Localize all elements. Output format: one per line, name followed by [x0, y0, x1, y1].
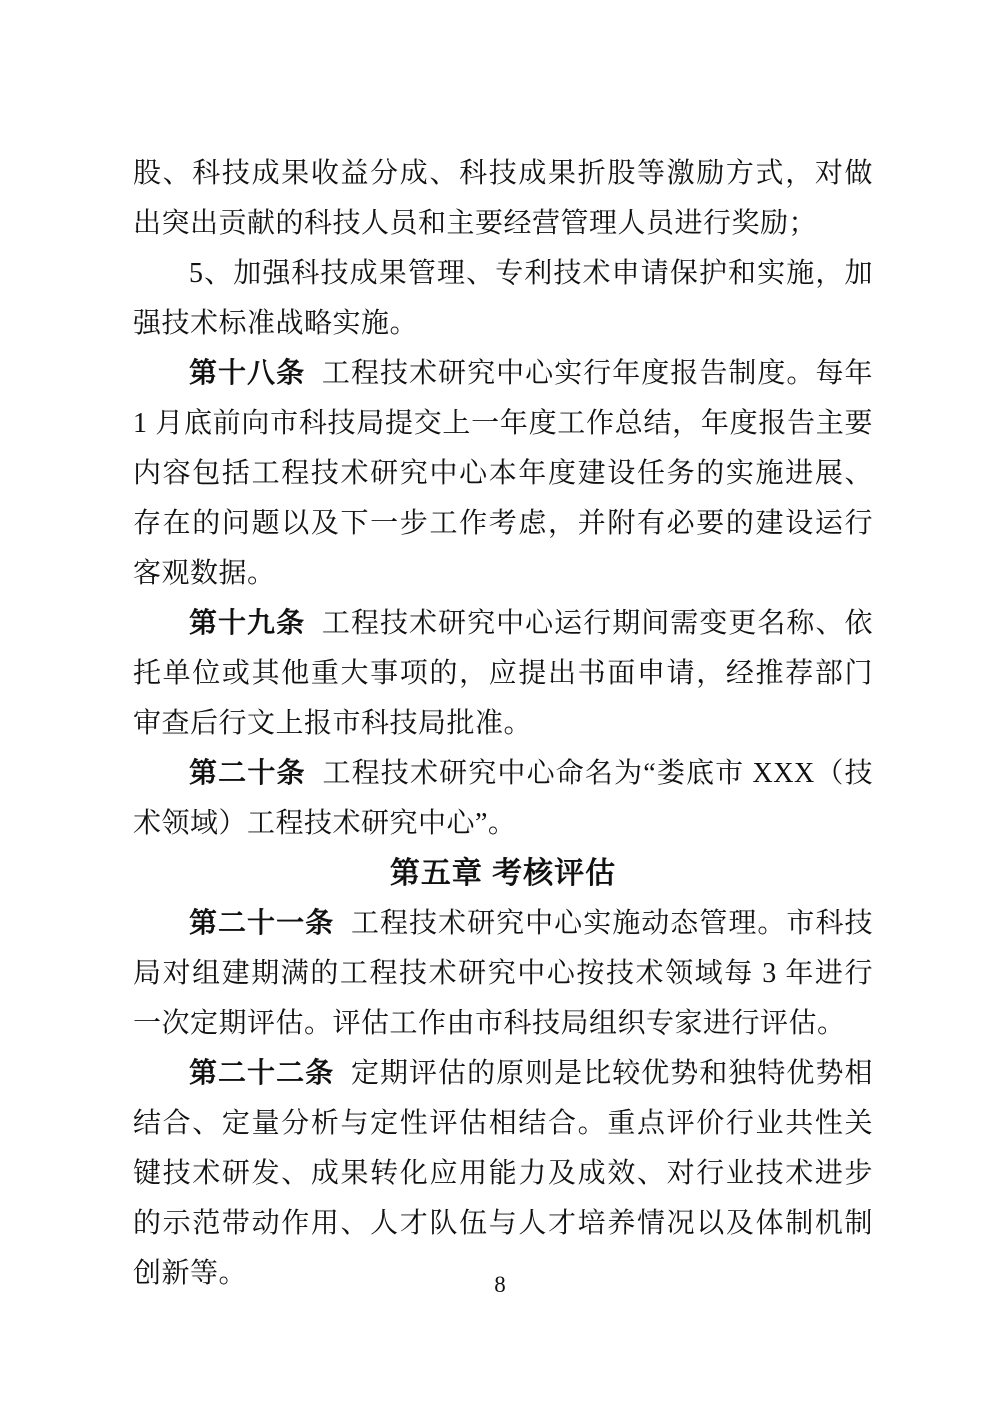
article-22 — [133, 1049, 873, 1299]
article-19-text: 工程技术研究中心运行期间需变更名称、依托单位或其他重大事项的，应提出书面申请，经推荐部门审查后行文上报市科技局批准。 — [133, 608, 873, 739]
article-18-label: 第十八条 — [189, 358, 306, 389]
article-21 — [133, 899, 873, 1049]
article-21-text: 工程技术研究中心实施动态管理。市科技局对组建期满的工程技术研究中心按技术领域每 3 年进行一次定期评估。评估工作由市科技局组织专家进行评估。 — [133, 908, 873, 1039]
page-number: 8 — [494, 1272, 506, 1297]
article-20-text: 工程技术研究中心命名为“娄底市 XXX（技术领域）工程技术研究中心”。 — [133, 758, 873, 839]
article-20-label: 第二十条 — [189, 758, 306, 789]
paragraph-text: 股、科技成果收益分成、科技成果折股等激励方式，对做出突出贡献的科技人员和主要经营管理人员进行奖励； — [133, 158, 873, 239]
article-19-label: 第十九条 — [189, 608, 306, 639]
article-20 — [133, 749, 873, 849]
article-21-label: 第二十一条 — [189, 908, 335, 939]
article-18 — [133, 349, 873, 599]
chapter-heading: 第五章 考核评估 — [389, 857, 617, 890]
article-22-text: 定期评估的原则是比较优势和独特优势相结合、定量分析与定性评估相结合。重点评价行业共性关键技术研发、成果转化应用能力及成效、对行业技术进步的示范带动作用、人才队伍与人才培养情况以及体制机制创新等。 — [133, 1058, 873, 1289]
article-18-text: 工程技术研究中心实行年度报告制度。每年 1 月底前向市科技局提交上一年度工作总结，年度报告主要内容包括工程技术研究中心本年度建设任务的实施进展、存在的问题以及下一步工作考虑，并附有必要的建设运行客观数据。 — [133, 358, 873, 589]
paragraph-text: 5、加强科技成果管理、专利技术申请保护和实施，加强技术标准战略实施。 — [133, 258, 873, 339]
document-body — [133, 149, 873, 1299]
paragraph-continuation — [133, 149, 873, 249]
paragraph-item-5 — [133, 249, 873, 349]
article-19 — [133, 599, 873, 749]
article-22-label: 第二十二条 — [189, 1058, 335, 1089]
